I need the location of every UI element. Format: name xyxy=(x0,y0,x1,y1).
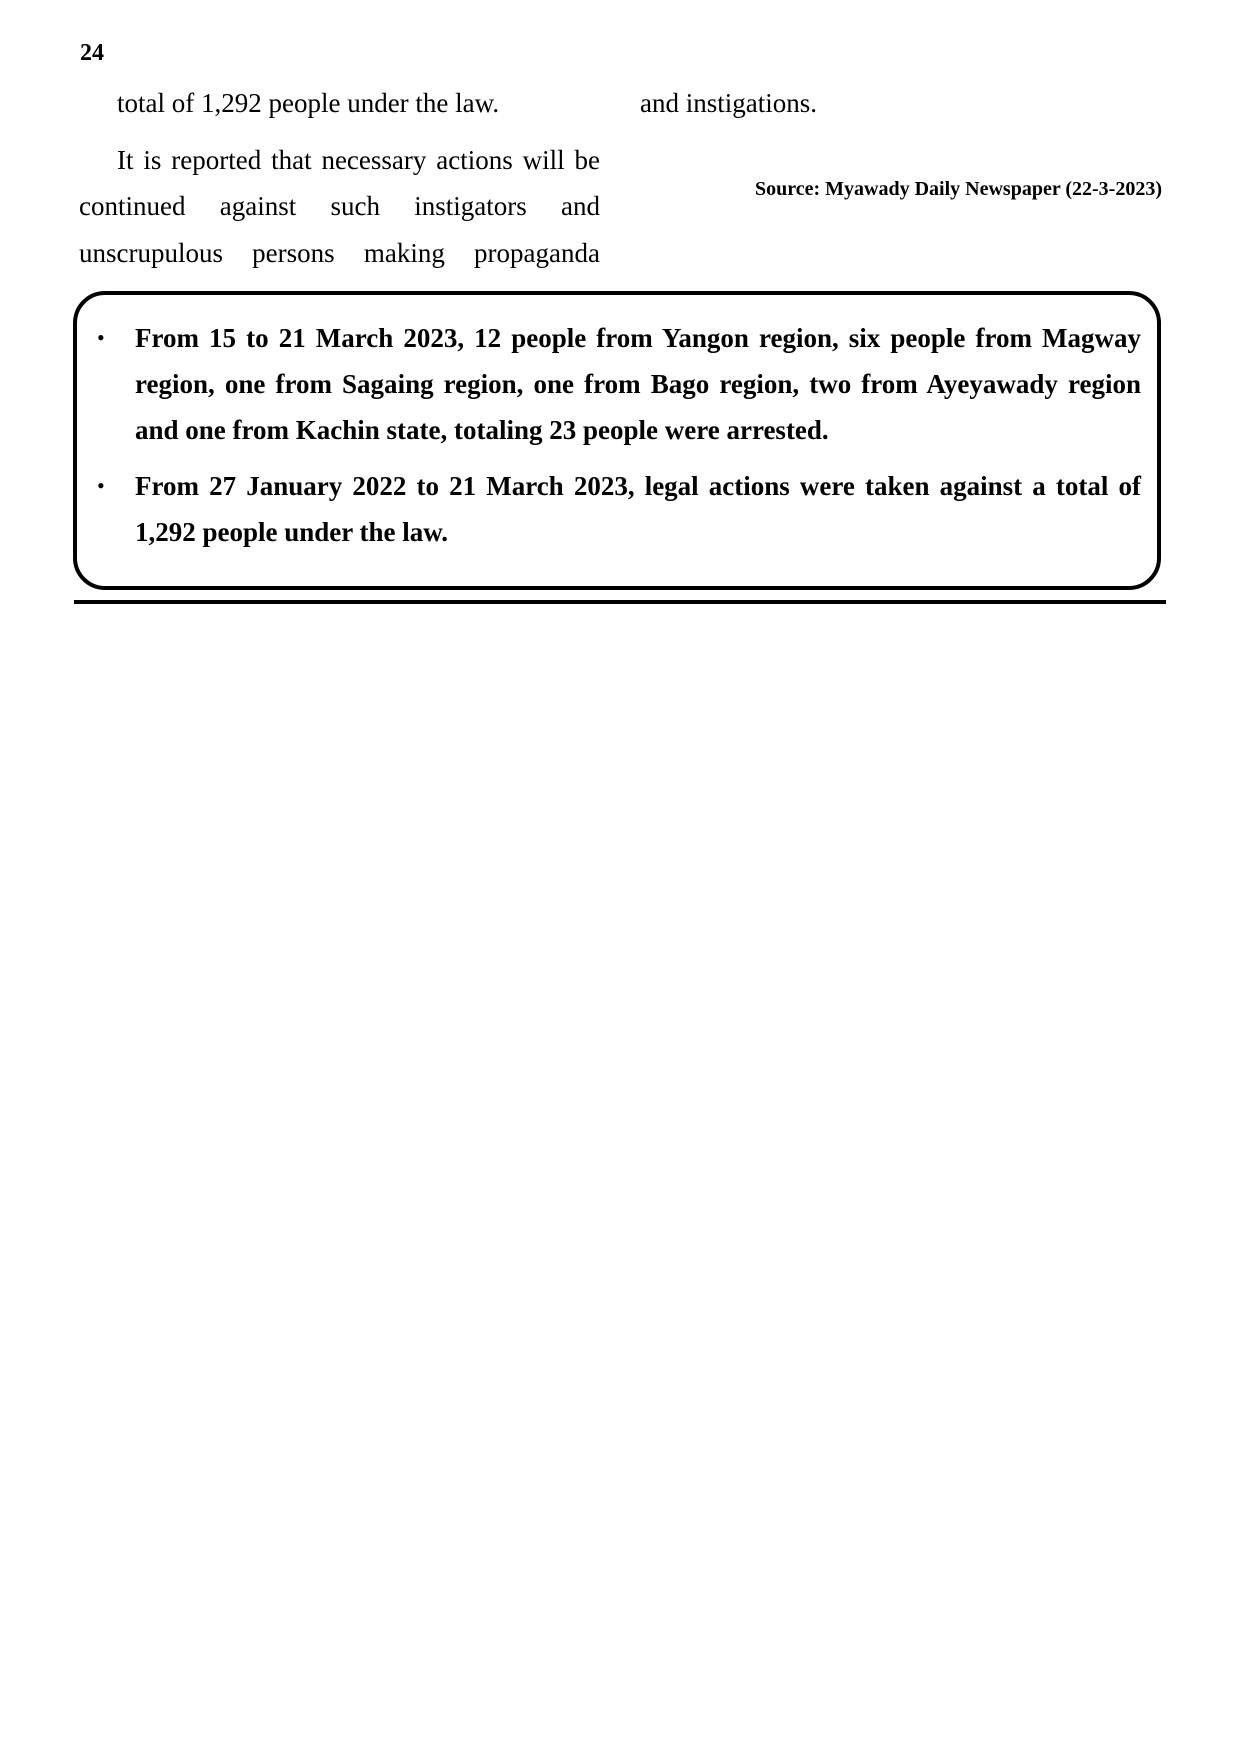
article-left-column xyxy=(79,80,600,276)
summary-item-text: From 27 January 2022 to 21 March 2023, legal actions were taken against a total of 1,292 people under the law. xyxy=(135,471,1141,547)
bullet-icon: • xyxy=(97,473,105,498)
summary-item-text: From 15 to 21 March 2023, 12 people from Yangon region, six people from Magway region, one from Sagaing region, one from Bago region, two from Ayeyawady region and one from Kachin state, totaling 23 people were arrested. xyxy=(135,323,1141,445)
summary-item xyxy=(97,463,1141,555)
summary-item xyxy=(97,315,1141,453)
article-paragraph-continued: total of 1,292 people under the law. xyxy=(117,88,500,118)
article-source: Source: Myawady Daily Newspaper (22-3-2023) xyxy=(754,178,1162,200)
article-paragraph: It is reported that necessary actions will be continued against such instigators and unscrupulous persons making propaganda xyxy=(79,144,600,268)
summary-list xyxy=(97,315,1141,565)
section-divider-rule xyxy=(74,600,1166,604)
summary-box xyxy=(73,291,1161,590)
article-paragraph-continued-right: and instigations. xyxy=(640,88,817,118)
bullet-icon: • xyxy=(97,325,105,350)
page-number: 24 xyxy=(80,40,104,66)
article-right-column xyxy=(640,80,1160,127)
